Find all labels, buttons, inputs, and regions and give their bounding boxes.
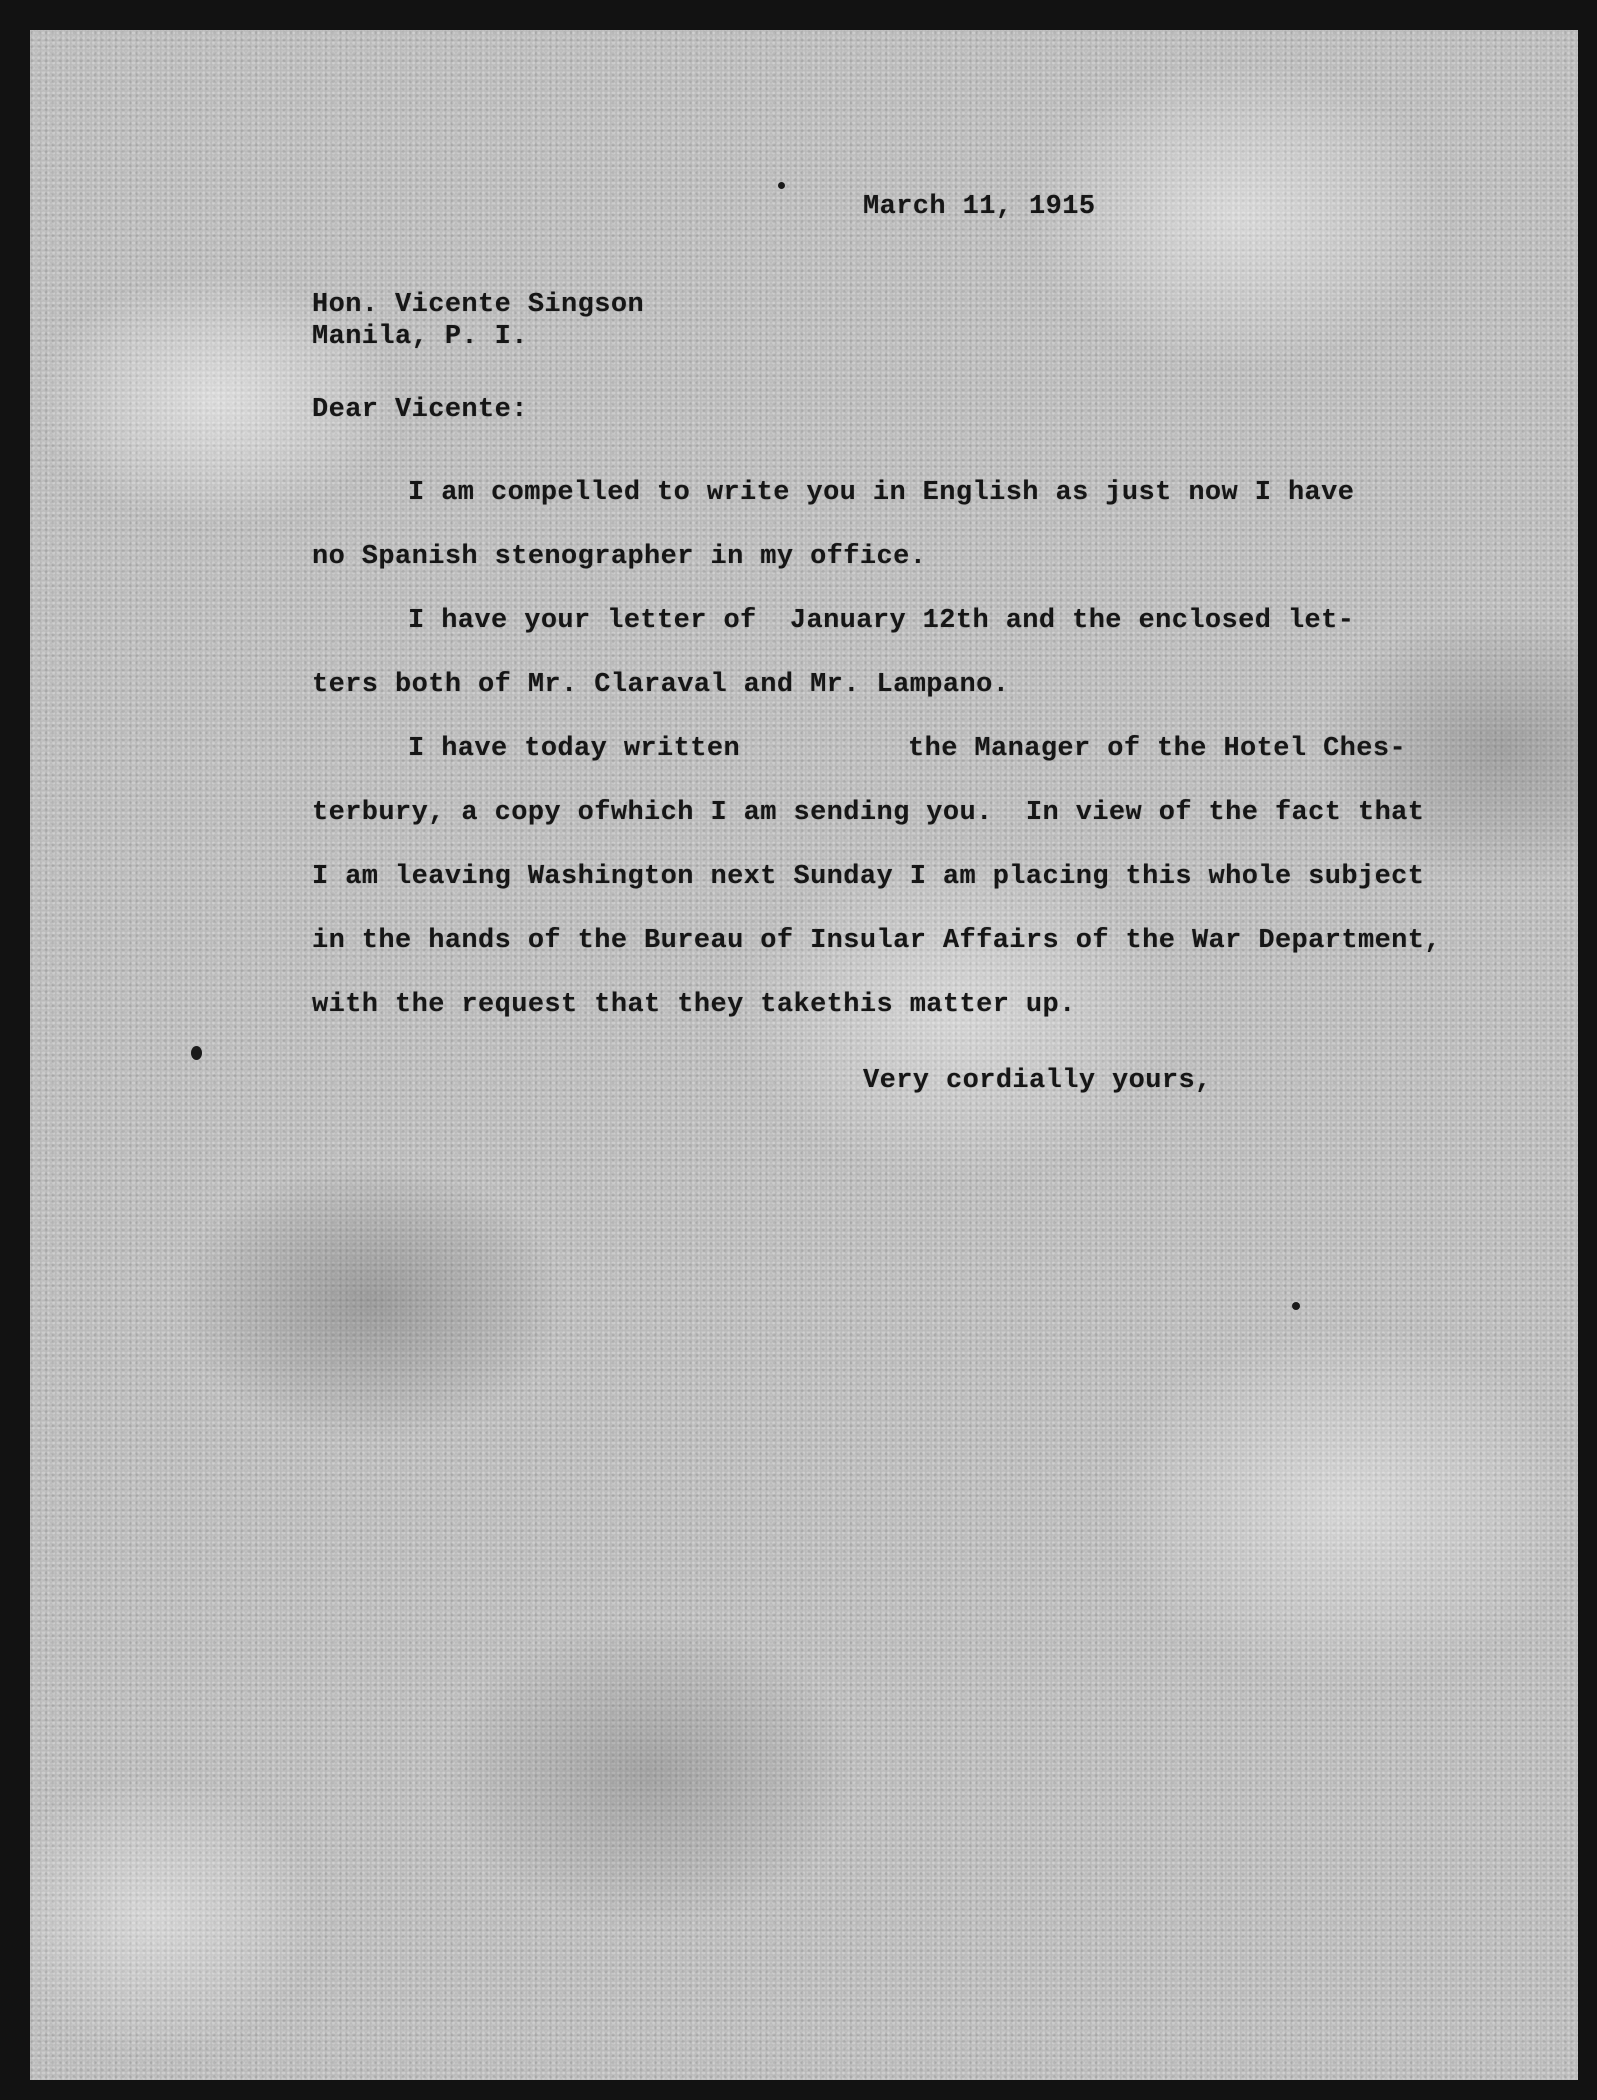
letter-page: [30, 30, 1578, 2080]
closing: Very cordially yours,: [863, 1066, 1212, 1096]
body-line: in the hands of the Bureau of Insular Affairs of the War Department,: [312, 926, 1441, 956]
body-line: I have your letter of January 12th and the enclosed let-: [408, 606, 1355, 636]
body-line: I am leaving Washington next Sunday I am placing this whole subject: [312, 862, 1425, 892]
ink-speck: [778, 182, 785, 189]
letter-date: March 11, 1915: [863, 192, 1096, 222]
body-line: I have today written: [408, 734, 741, 764]
body-line: no Spanish stenographer in my office.: [312, 542, 927, 572]
ink-speck: [191, 1046, 202, 1060]
body-line: the Manager of the Hotel Ches-: [908, 734, 1407, 764]
recipient-name: Hon. Vicente Singson: [312, 290, 645, 320]
body-line: with the request that they takethis matter up.: [312, 990, 1076, 1020]
body-line: I am compelled to write you in English as just now I have: [408, 478, 1355, 508]
body-line: ters both of Mr. Claraval and Mr. Lampano.: [312, 670, 1010, 700]
recipient-place: Manila, P. I.: [312, 322, 528, 352]
salutation: Dear Vicente:: [312, 395, 528, 425]
body-line: terbury, a copy ofwhich I am sending you. In view of the fact that: [312, 798, 1425, 828]
ink-speck: [1292, 1302, 1300, 1310]
